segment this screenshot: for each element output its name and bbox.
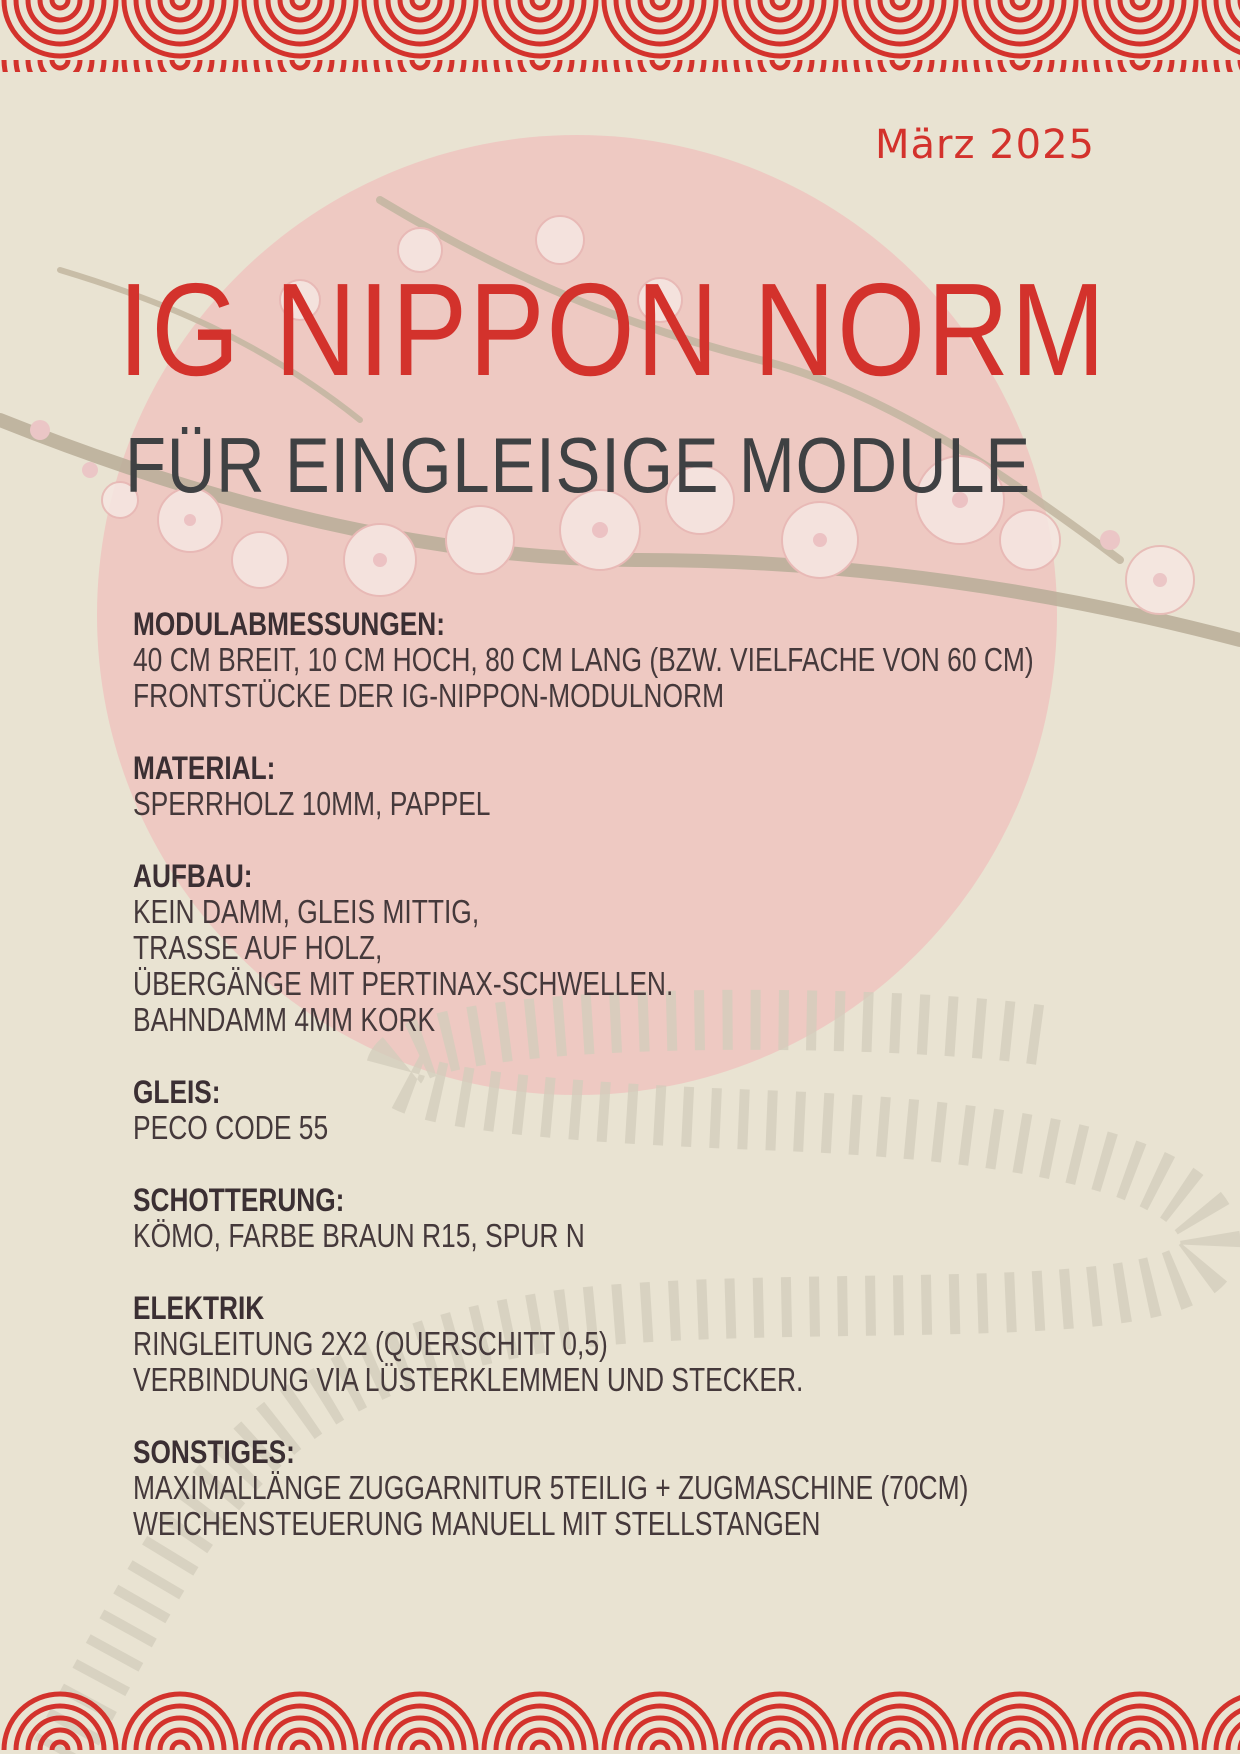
spec-heading: MATERIAL: [133,750,276,786]
spec-line: WEICHENSTEUERUNG MANUELL MIT STELLSTANGEN [133,1505,821,1542]
spec-heading: ELEKTRIK [133,1290,265,1326]
wave-border-top [0,0,1240,72]
spec-line: BAHNDAMM 4MM KORK [133,1001,436,1038]
spec-line: VERBINDUNG VIA LÜSTERKLEMMEN UND STECKER. [133,1361,804,1398]
spec-section-schotterung [133,1182,1133,1254]
spec-line: RINGLEITUNG 2X2 (QUERSCHITT 0,5) [133,1325,608,1362]
spec-line: KÖMO, FARBE BRAUN R15, SPUR N [133,1217,585,1254]
page-subtitle: FÜR EINGLEISIGE MODULE [125,421,1032,509]
spec-section-gleis [133,1074,1133,1146]
spec-heading: MODULABMESSUNGEN: [133,606,445,642]
spec-line: SPERRHOLZ 10MM, PAPPEL [133,785,491,822]
spec-heading: AUFBAU: [133,858,253,894]
spec-section-material [133,750,1133,822]
spec-line: FRONTSTÜCKE DER IG-NIPPON-MODULNORM [133,677,725,714]
spec-list [133,606,1133,1578]
spec-section-modulabmessungen [133,606,1133,714]
spec-line: KEIN DAMM, GLEIS MITTIG, [133,893,480,930]
spec-line: ÜBERGÄNGE MIT PERTINAX-SCHWELLEN. [133,965,674,1002]
spec-section-elektrik [133,1290,1133,1398]
spec-line: PECO CODE 55 [133,1109,329,1146]
spec-line: 40 CM BREIT, 10 CM HOCH, 80 CM LANG (BZW. VIELFACHE VON 60 CM) [133,641,1034,678]
spec-heading: SONSTIGES: [133,1434,295,1470]
spec-line: TRASSE AUF HOLZ, [133,929,383,966]
page-title: IG NIPPON NORM [118,256,1108,403]
spec-section-sonstiges [133,1434,1133,1542]
spec-line: MAXIMALLÄNGE ZUGGARNITUR 5TEILIG + ZUGMASCHINE (70CM) [133,1469,969,1506]
spec-heading: SCHOTTERUNG: [133,1182,345,1218]
wave-border-bottom [0,1684,1240,1754]
spec-section-aufbau [133,858,1133,1038]
issue-date: März 2025 [875,122,1095,168]
spec-heading: GLEIS: [133,1074,221,1110]
